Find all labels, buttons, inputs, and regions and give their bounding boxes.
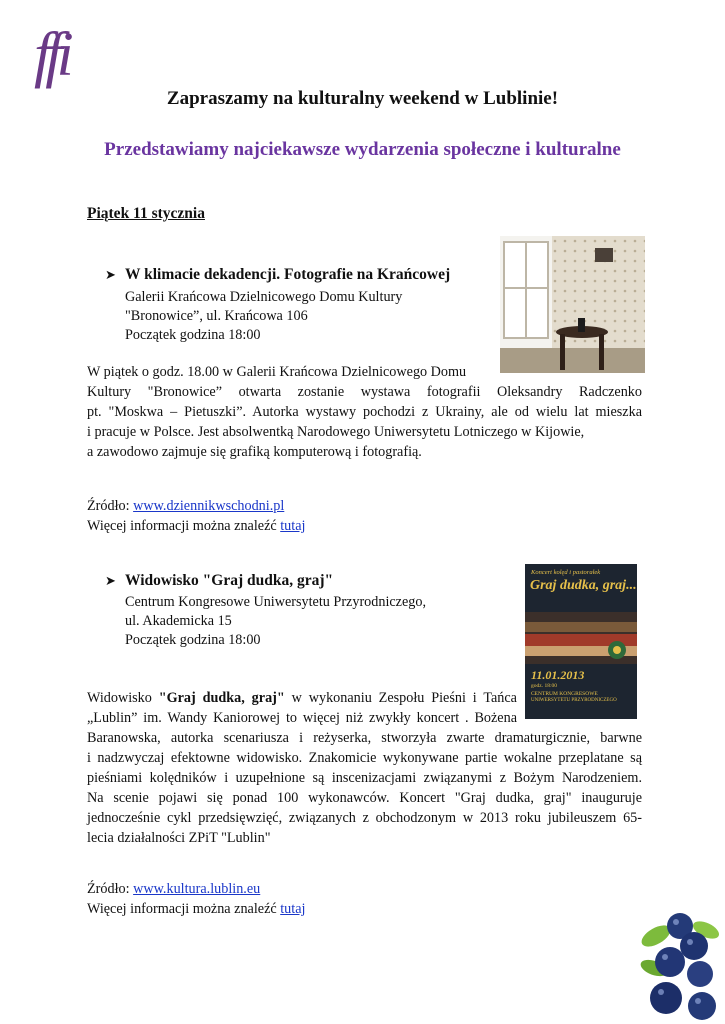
paragraph-line: lecia działalności ZPiT "Lublin" <box>87 830 271 846</box>
page-subtitle: Przedstawiamy najciekawsze wydarzenia społeczne i kulturalne <box>104 139 621 160</box>
poster-choir-image <box>525 612 637 664</box>
source-label: Źródło: <box>87 498 134 514</box>
poster-venue-2: UNIWERSYTETU PRZYRODNICZEGO <box>531 698 617 703</box>
paragraph-line: Na scenie pojawi się ponad 100 wykonawców. Koncert "Graj dudka, graj" inauguruje <box>87 790 642 806</box>
ffi-logo <box>34 21 114 96</box>
day-heading: Piątek 11 stycznia <box>87 205 205 222</box>
poster-venue-1: CENTRUM KONGRESOWE <box>531 691 598 697</box>
paragraph-line: Kultury "Bronowice” otwarta zostanie wystawa fotografii Oleksandry Radczenko <box>87 384 642 400</box>
venue-line: Galerii Krańcowa Dzielnicowego Domu Kultury <box>125 289 403 305</box>
para-text: Widowisko <box>87 690 159 706</box>
arrow-bullet-icon: ➤ <box>105 267 116 282</box>
paragraph-line: i nadzwyczaj efektowne widowisko. Znakomicie wykonywane partie wokalne przeplatane są <box>87 750 642 766</box>
event-1-title <box>105 266 450 284</box>
venue-line: Centrum Kongresowe Uniwersytetu Przyrodniczego, <box>125 594 427 610</box>
paragraph-line: a zawodowo zajmuje się grafiką komputerową i fotografią. <box>87 444 422 460</box>
para-bold: "Graj dudka, graj" <box>158 690 285 706</box>
event-2-title-text: Widowisko "Graj dudka, graj" <box>125 572 334 589</box>
paragraph-line: pieśniami kolędników i uzupełnione są inscenizacjami związanymi z Bożym Narodzeniem. <box>87 770 642 786</box>
source-label: Źródło: <box>87 881 134 897</box>
event-1-source <box>87 496 305 536</box>
event-2-source <box>87 879 305 919</box>
paragraph-line: W piątek o godz. 18.00 w Galerii Krańcowa Dzielnicowego Domu <box>87 364 467 380</box>
logo-text: ffi <box>34 21 68 89</box>
event-1-description <box>87 362 642 462</box>
event-1-title-text: W klimacie dekadencji. Fotografie na Krańcowej <box>125 266 451 283</box>
paragraph-line: i pracuje w Polsce. Jest absolwentką Narodowego Uniwersytetu Lotniczego w Kijowie, <box>87 424 585 440</box>
poster-date: 11.01.2013 <box>531 668 585 682</box>
paragraph-line: Baranowska, autorka scenariusza i reżyserka, stworzyła zwarte dramaturgicznie, barwne <box>87 730 642 746</box>
source-link[interactable]: www.kultura.lublin.eu <box>133 881 261 897</box>
poster-title: Graj dudka, graj... <box>530 578 637 593</box>
more-info-link[interactable]: tutaj <box>280 901 306 917</box>
more-info-link[interactable]: tutaj <box>280 518 306 534</box>
venue-line: Początek godzina 18:00 <box>125 327 261 343</box>
event-1-venue <box>125 288 402 345</box>
event-2-description <box>87 688 642 848</box>
venue-line: Początek godzina 18:00 <box>125 632 261 648</box>
poster-top-line: Koncert kolęd i pastorałek <box>531 569 601 576</box>
event-1-photo <box>500 236 645 373</box>
paragraph-line: pt. "Moskwa – Pietuszki”. Autorka wystawy pochodzi z Ukrainy, ale od wielu lat mieszka <box>87 404 642 420</box>
event-2-venue <box>125 593 426 650</box>
venue-line: "Bronowice”, ul. Krańcowa 106 <box>125 308 308 324</box>
event-2-title <box>105 572 333 590</box>
venue-line: ul. Akademicka 15 <box>125 613 232 629</box>
paragraph-line <box>87 688 517 708</box>
blueberries-decoration <box>636 906 725 1024</box>
page-title: Zapraszamy na kulturalny weekend w Lublinie! <box>166 88 559 109</box>
paragraph-line: jednocześnie cykl przedsięwzięć, związanych z obchodzonym w 2013 roku jubileuszem 65- <box>87 810 642 826</box>
paragraph-line: „Lublin” im. Wandy Kaniorowej to więcej niż zwykły koncert . Bożena <box>87 710 517 726</box>
arrow-bullet-icon: ➤ <box>105 573 116 588</box>
para-text: w wykonaniu Zespołu Pieśni i Tańca <box>284 690 517 706</box>
poster-time: godz. 18:00 <box>531 683 557 689</box>
source-link[interactable]: www.dziennikwschodni.pl <box>133 498 285 514</box>
more-info-label: Więcej informacji można znaleźć <box>87 518 281 534</box>
more-info-label: Więcej informacji można znaleźć <box>87 901 281 917</box>
